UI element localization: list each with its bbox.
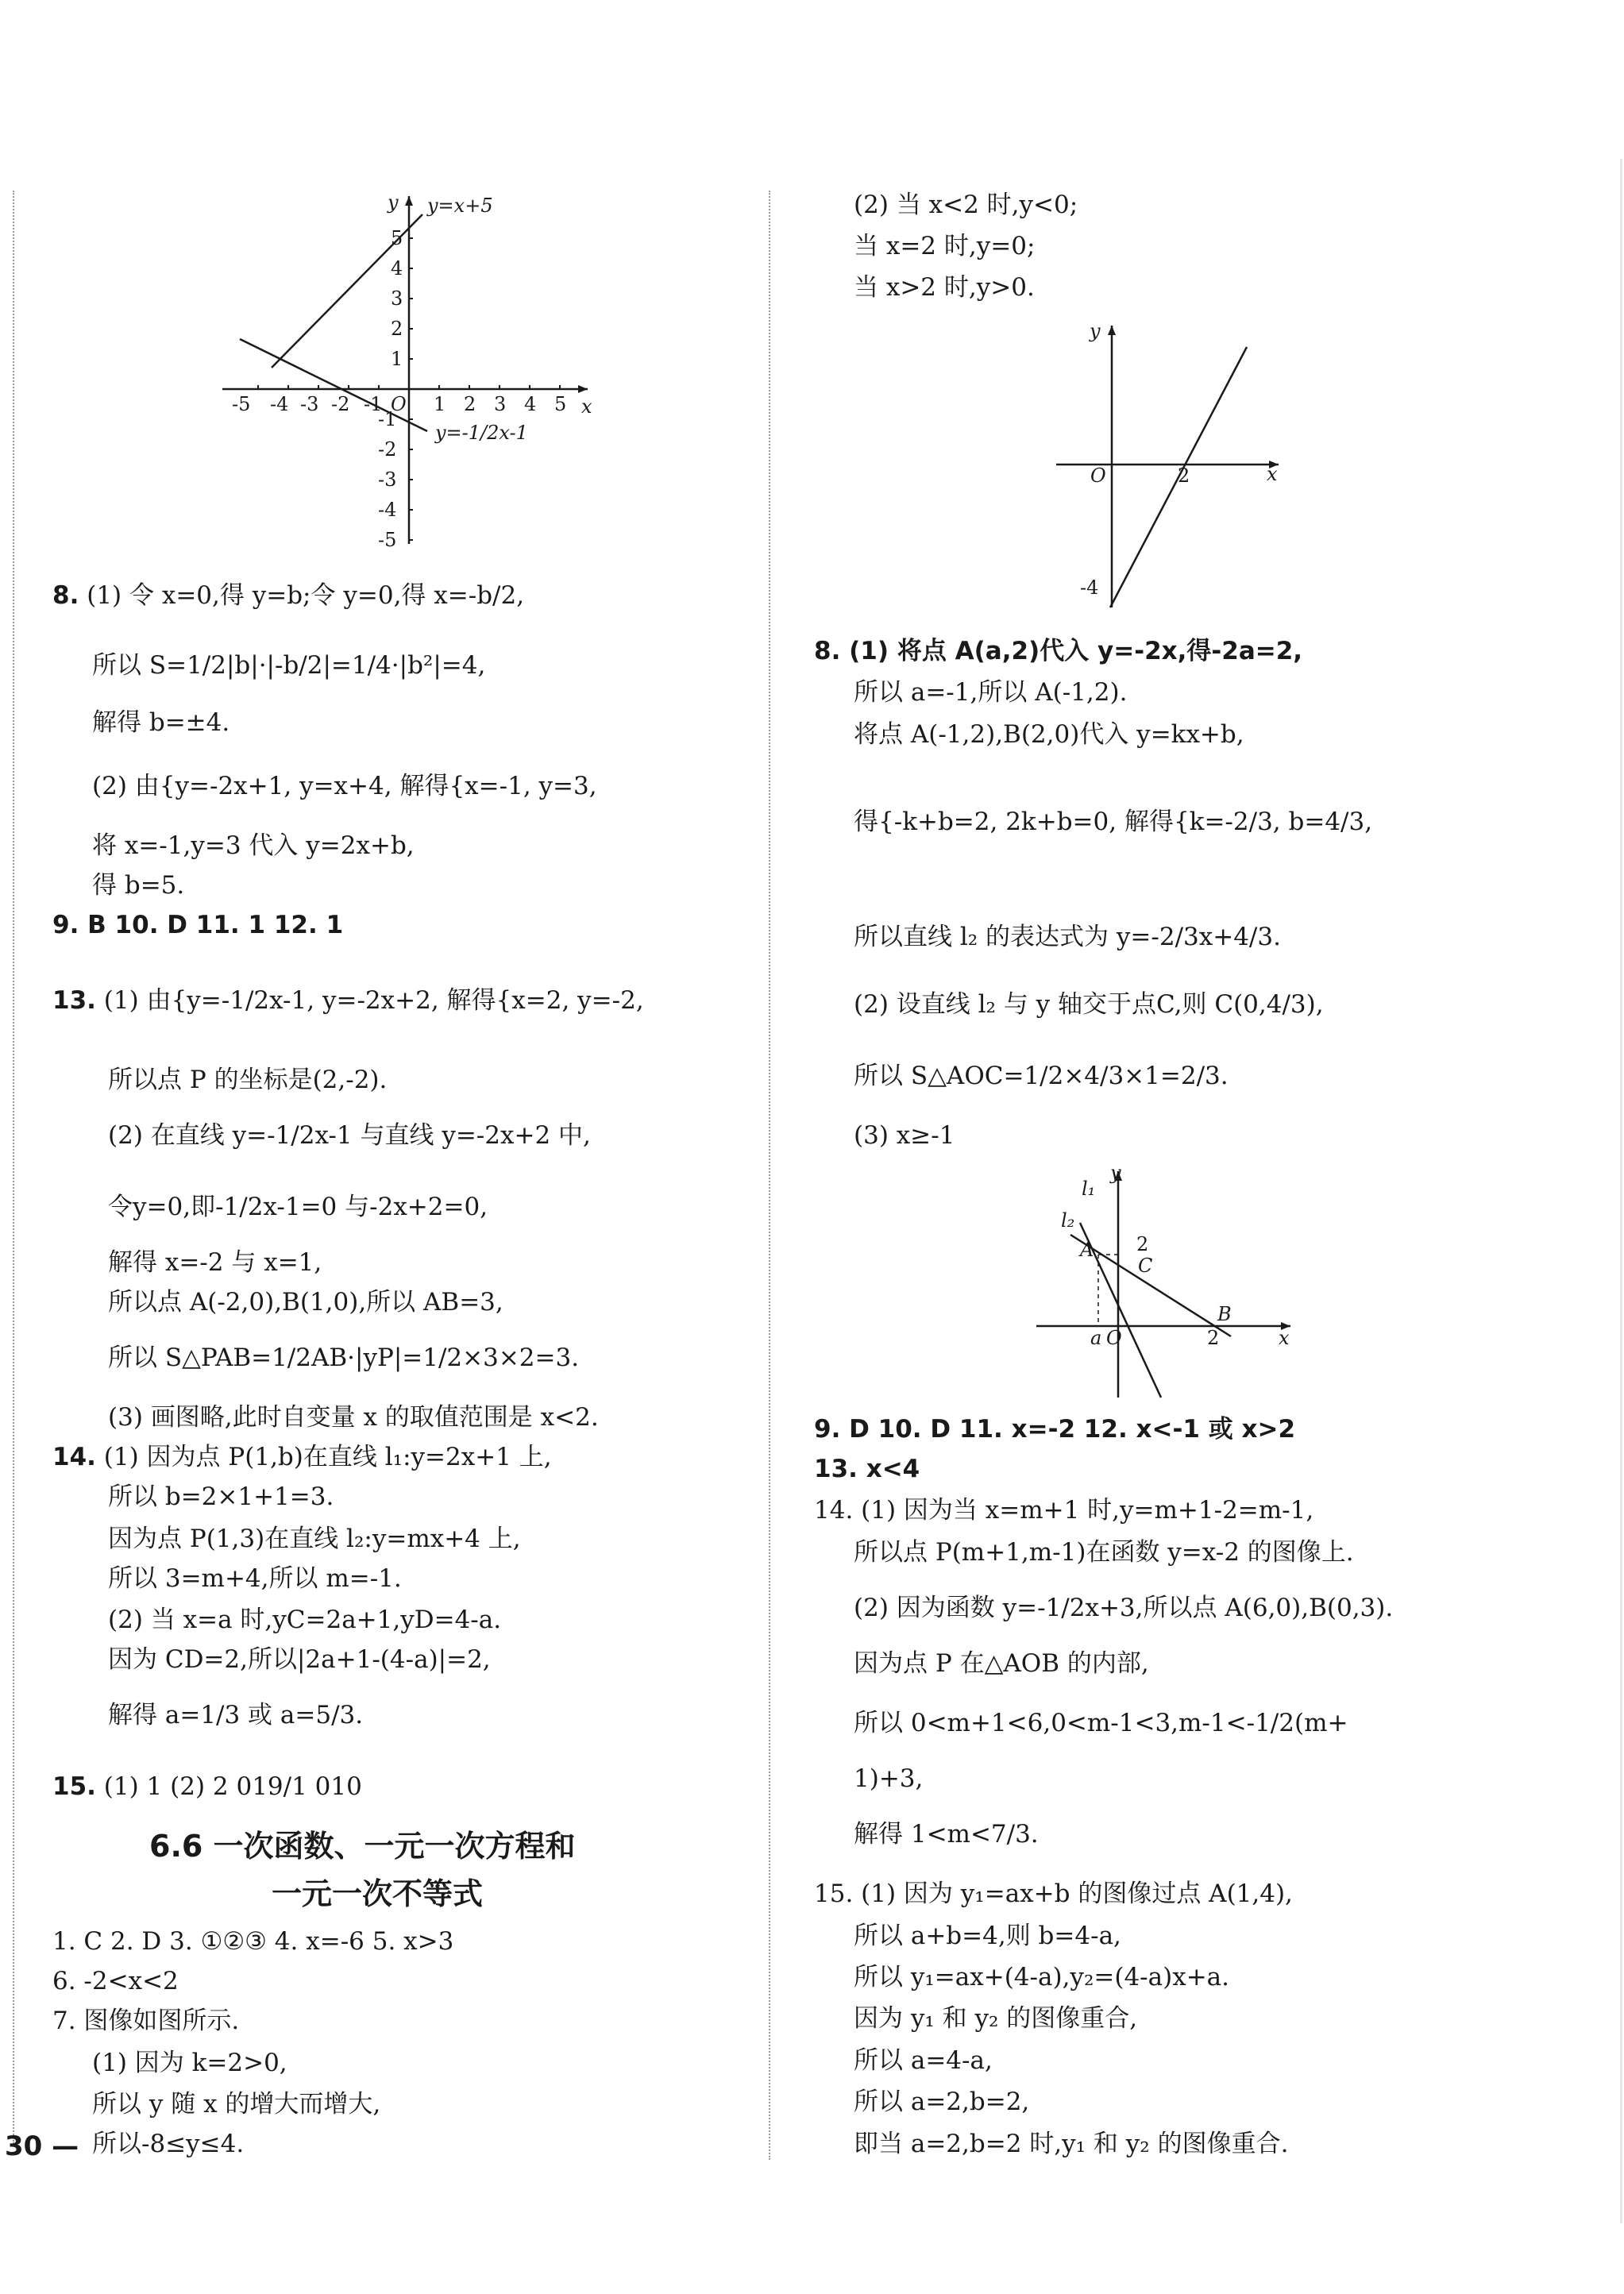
- r14-line3: (2) 因为函数 y=-1/2x+3,所以点 A(6,0),B(0,3).: [854, 1594, 1394, 1622]
- x-tick-4: 4: [524, 393, 537, 415]
- x-tick-1: 1: [434, 393, 446, 415]
- label-a: a: [1090, 1327, 1102, 1349]
- r8-line7: 所以 S△AOC=1/2×4/3×1=2/3.: [854, 1062, 1229, 1090]
- x-tick-2: 2: [464, 393, 476, 415]
- q9-12-answers: 9. B 10. D 11. 1 12. 1: [52, 911, 344, 939]
- r13-answer: 13. x<4: [814, 1455, 920, 1483]
- sec-answers-1-5: 1. C 2. D 3. ①②③ 4. x=-6 5. x>3: [52, 1927, 454, 1956]
- q13-line6: 所以点 A(-2,0),B(1,0),所以 AB=3,: [108, 1288, 503, 1317]
- r-line1: (2) 当 x<2 时,y<0;: [854, 191, 1078, 219]
- origin-label: O: [1106, 1327, 1122, 1349]
- q8-line5: 将 x=-1,y=3 代入 y=2x+b,: [92, 831, 415, 860]
- r14-line6: 1)+3,: [854, 1764, 924, 1793]
- sec-answer-7: 7. 图像如图所示.: [52, 2007, 240, 2035]
- q8-line1: 8. (1) 令 x=0,得 y=b;令 y=0,得 x=-b/2,: [52, 581, 525, 610]
- label-y-2: 2: [1136, 1233, 1149, 1255]
- r9-12-answers: 9. D 10. D 11. x=-2 12. x<-1 或 x>2: [814, 1415, 1296, 1444]
- x-axis-arrow: [578, 385, 588, 393]
- y-tick-3: 3: [391, 287, 403, 310]
- sec-answer-6: 6. -2<x<2: [52, 1967, 179, 1995]
- y-tick-neg5: -5: [378, 529, 397, 551]
- y-intercept-label: -4: [1080, 576, 1099, 599]
- r15-line6: 所以 a=2,b=2,: [854, 2088, 1030, 2116]
- y-tick-neg1: -1: [378, 408, 397, 430]
- r15-line5: 所以 a=4-a,: [854, 2046, 993, 2075]
- y-tick-neg3: -3: [378, 468, 397, 491]
- r15-line7: 即当 a=2,b=2 时,y₁ 和 y₂ 的图像重合.: [854, 2130, 1289, 2158]
- q13-line2: 所以点 P 的坐标是(2,-2).: [108, 1066, 388, 1094]
- line2-label: y=-1/2x-1: [435, 422, 528, 444]
- section-title-line2: 一元一次不等式: [272, 1876, 484, 1911]
- x-tick-3: 3: [494, 393, 507, 415]
- q15-line1: 15. (1) 1 (2) 2 019/1 010: [52, 1772, 362, 1801]
- q8-line2: 所以 S=1/2|b|·|-b/2|=1/4·|b²|=4,: [92, 651, 486, 680]
- q13-line8: (3) 画图略,此时自变量 x 的取值范围是 x<2.: [108, 1403, 599, 1432]
- y-axis-arrow: [405, 196, 413, 206]
- page-edge-shadow: [1620, 159, 1622, 2223]
- point-C: C: [1138, 1255, 1153, 1277]
- y-tick-neg2: -2: [378, 438, 397, 461]
- r8-line8: (3) x≥-1: [854, 1121, 955, 1150]
- label-x-2: 2: [1207, 1327, 1220, 1349]
- graph-line-through-2-and-neg4: [1048, 314, 1302, 615]
- q14-line4: 所以 3=m+4,所以 m=-1.: [108, 1564, 402, 1593]
- q14-line1: 14. (1) 因为点 P(1,b)在直线 l₁:y=2x+1 上,: [52, 1443, 552, 1471]
- r14-line2: 所以点 P(m+1,m-1)在函数 y=x-2 的图像上.: [854, 1538, 1354, 1567]
- origin-label: O: [391, 393, 407, 415]
- q14-line2: 所以 b=2×1+1=3.: [108, 1482, 334, 1511]
- label-l1: l₁: [1082, 1178, 1096, 1200]
- y-tick-2: 2: [391, 318, 403, 340]
- q13-line1: 13. (1) 由{y=-1/2x-1, y=-2x+2, 解得{x=2, y=-2,: [52, 986, 644, 1015]
- r14-line4: 因为点 P 在△AOB 的内部,: [854, 1649, 1149, 1678]
- r8-line5: 所以直线 l₂ 的表达式为 y=-2/3x+4/3.: [854, 923, 1281, 951]
- r8-line2: 所以 a=-1,所以 A(-1,2).: [854, 678, 1128, 707]
- y-axis-label: y: [1110, 1163, 1121, 1184]
- point-A: A: [1080, 1239, 1094, 1261]
- r-line3: 当 x>2 时,y>0.: [854, 273, 1035, 302]
- x-axis-label: x: [1279, 1327, 1290, 1349]
- q8-line6: 得 b=5.: [92, 871, 185, 900]
- origin-label: O: [1090, 465, 1106, 487]
- r14-line1: 14. (1) 因为当 x=m+1 时,y=m+1-2=m-1,: [814, 1496, 1314, 1525]
- q14-line5: (2) 当 x=a 时,yC=2a+1,yD=4-a.: [108, 1606, 502, 1634]
- y-tick-4: 4: [391, 257, 403, 280]
- line-l2: [1070, 1235, 1231, 1336]
- r15-line1: 15. (1) 因为 y₁=ax+b 的图像过点 A(1,4),: [814, 1880, 1293, 1908]
- q13-line5: 解得 x=-2 与 x=1,: [108, 1248, 322, 1277]
- graph-lines-l1-l2: [1032, 1163, 1318, 1401]
- q13-line4: 令y=0,即-1/2x-1=0 与-2x+2=0,: [108, 1193, 488, 1221]
- q-number: 8.: [52, 581, 79, 610]
- x-tick-neg1: -1: [364, 393, 383, 415]
- y-axis-label: y: [388, 191, 399, 214]
- sec-answer-7-line3: 所以 y 随 x 的增大而增大,: [92, 2090, 381, 2119]
- r8-line3: 将点 A(-1,2),B(2,0)代入 y=kx+b,: [854, 720, 1244, 749]
- x-intercept-label: 2: [1178, 465, 1190, 487]
- graph-lines-y-x-plus-5: [214, 187, 627, 560]
- q8-line3: 解得 b=±4.: [92, 708, 230, 737]
- x-axis-label: x: [1267, 463, 1278, 485]
- y-tick-5: 5: [391, 227, 403, 249]
- x-tick-neg2: -2: [331, 393, 350, 415]
- r14-line7: 解得 1<m<7/3.: [854, 1820, 1039, 1849]
- point-B: B: [1217, 1303, 1232, 1325]
- r15-line4: 因为 y₁ 和 y₂ 的图像重合,: [854, 2004, 1138, 2033]
- q8-line4: (2) 由{y=-2x+1, y=x+4, 解得{x=-1, y=3,: [92, 772, 597, 800]
- y-tick-1: 1: [391, 348, 403, 370]
- r15-line3: 所以 y₁=ax+(4-a),y₂=(4-a)x+a.: [854, 1963, 1230, 1991]
- x-tick-5: 5: [554, 393, 567, 415]
- q13-line7: 所以 S△PAB=1/2AB·|yP|=1/2×3×2=3.: [108, 1344, 580, 1372]
- section-title-line1: 6.6 一次函数、一元一次方程和: [149, 1829, 576, 1864]
- r8-line6: (2) 设直线 l₂ 与 y 轴交于点C,则 C(0,4/3),: [854, 990, 1324, 1019]
- x-tick-neg4: -4: [270, 393, 289, 415]
- x-tick-neg3: -3: [300, 393, 319, 415]
- label-l2: l₂: [1061, 1209, 1075, 1232]
- x-tick-neg5: -5: [232, 393, 251, 415]
- r8-line1: 8. (1) 将点 A(a,2)代入 y=-2x,得-2a=2,: [814, 637, 1303, 665]
- sec-answer-7-line4: 所以-8≤y≤4.: [92, 2130, 245, 2158]
- q14-line7: 解得 a=1/3 或 a=5/3.: [108, 1701, 364, 1729]
- q13-line3: (2) 在直线 y=-1/2x-1 与直线 y=-2x+2 中,: [108, 1121, 591, 1150]
- r8-line4: 得{-k+b=2, 2k+b=0, 解得{k=-2/3, b=4/3,: [854, 808, 1373, 836]
- q14-line3: 因为点 P(1,3)在直线 l₂:y=mx+4 上,: [108, 1525, 521, 1553]
- r14-line5: 所以 0<m+1<6,0<m-1<3,m-1<-1/2(m+: [854, 1709, 1348, 1737]
- line1-label: y=x+5: [427, 195, 493, 217]
- q14-line6: 因为 CD=2,所以|2a+1-(4-a)|=2,: [108, 1645, 491, 1674]
- y-axis-label: y: [1090, 320, 1101, 342]
- r-line2: 当 x=2 时,y=0;: [854, 232, 1036, 260]
- x-axis-label: x: [581, 395, 592, 418]
- column-divider: [769, 191, 770, 2160]
- r15-line2: 所以 a+b=4,则 b=4-a,: [854, 1922, 1121, 1950]
- sec-answer-7-line2: (1) 因为 k=2>0,: [92, 2049, 287, 2077]
- page-number: 30 —: [5, 2130, 79, 2162]
- y-tick-neg4: -4: [378, 499, 397, 521]
- left-margin-rule: [13, 191, 14, 2144]
